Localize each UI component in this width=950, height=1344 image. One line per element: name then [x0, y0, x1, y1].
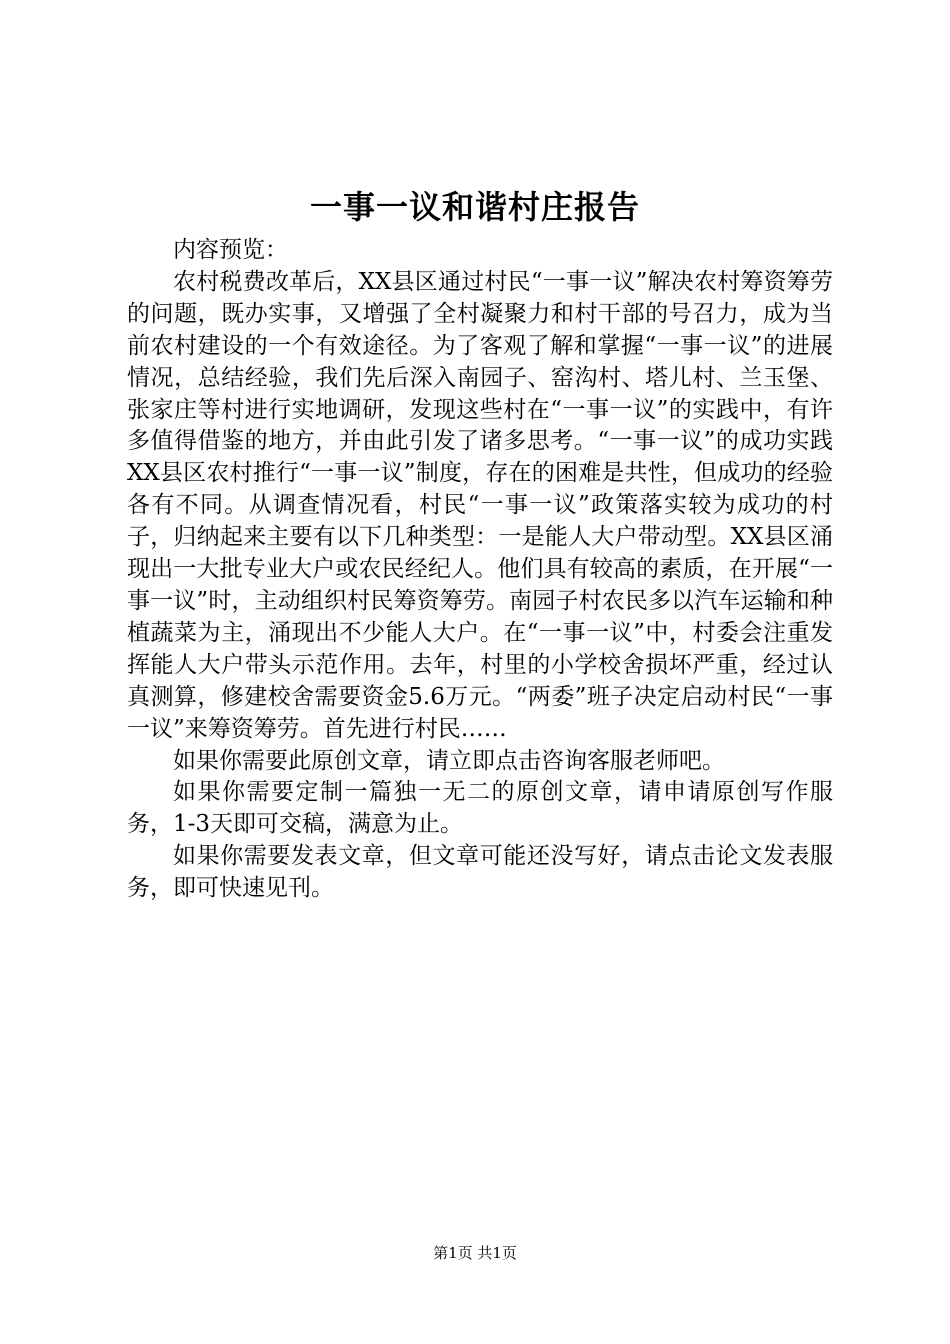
paragraph-custom-writing: 如果你需要定制一篇独一无二的原创文章，请申请原创写作服务，1-3天即可交稿，满意为止。: [127, 779, 833, 838]
paragraph-publishing: 如果你需要发表文章，但文章可能还没写好，请点击论文发表服务，即可快速见刊。: [127, 843, 833, 902]
document-title: 一事一议和谐村庄报告: [309, 188, 640, 226]
paragraph-consult: 如果你需要此原创文章，请立即点击咨询客服老师吧。: [173, 747, 725, 774]
paragraph-main: 农村税费改革后，XX县区通过村民“一事一议”解决农村筹资筹劳的问题，既办实事，又增强了全村凝聚力和村干部的号召力，成为当前农村建设的一个有效途径。为了客观了解和掌握“一事一议”的进展情况，总结经验，我们先后深入南园子、窑沟村、塔儿村、兰玉堡、张家庄等村进行实地调研，发现这些村在“一事一议”的实践中，有许多值得借鉴的地方，并由此引发了诸多思考。“一事一议”的成功实践XX县区农村推行“一事一议”制度，存在的困难是共性，但成功的经验各有不同。从调查情况看，村民“一事一议”政策落实较为成功的村子，归纳起来主要有以下几种类型：一是能人大户带动型。XX县区涌现出一大批专业大户或农民经纪人。他们具有较高的素质，在开展“一事一议”时，主动组织村民筹资筹劳。南园子村农民多以汽车运输和种植蔬菜为主，涌现出不少能人大户。在“一事一议”中，村委会注重发挥能人大户带头示范作用。去年，村里的小学校舍损坏严重，经过认真测算，修建校舍需要资金5.6万元。“两委”班子决定启动村民“一事一议”来筹资筹劳。首先进行村民……: [127, 268, 833, 742]
page-footer: 第1页 共1页: [433, 1244, 517, 1262]
preview-label: 内容预览：: [173, 237, 288, 263]
document-body: [127, 235, 833, 905]
